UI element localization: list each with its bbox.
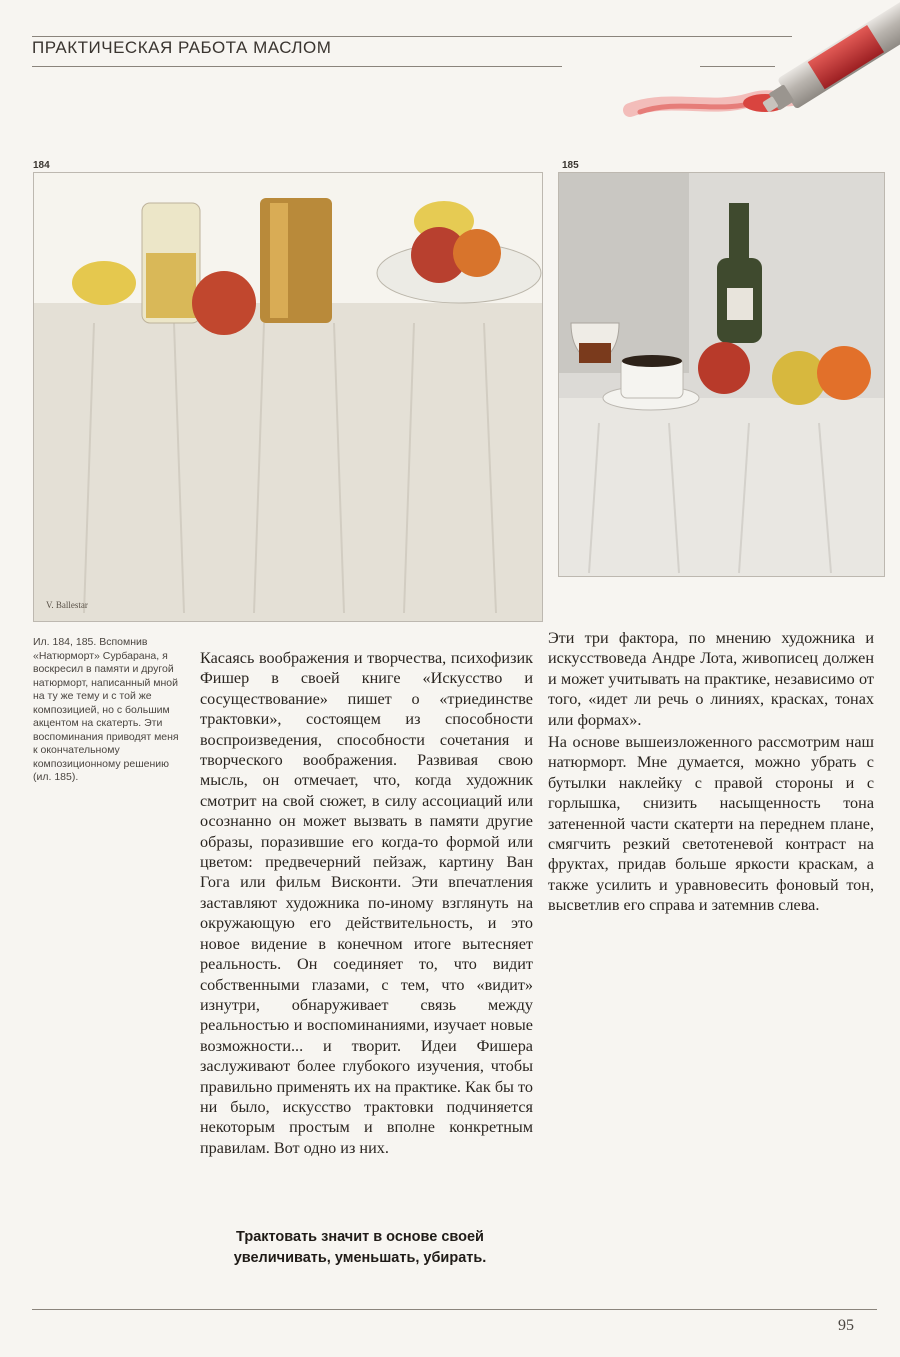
figure-caption: Ил. 184, 185. Вспомнив «Натюрморт» Сурбарана, я воскресил в памяти и другой натюрморт, написанный мной на ту же тему и с той же композицией, но с большим акцентом на скатерть. Эти воспоминания приводят меня к окончательному композиционному решению (ил. 185). — [33, 636, 179, 783]
highlighted-rule: Трактовать значит в основе своей увеличивать, уменьшать, убирать. — [233, 1229, 487, 1266]
text-column-middle — [200, 648, 533, 1158]
section-title: ПРАКТИЧЕСКАЯ РАБОТА МАСЛОМ — [32, 38, 332, 57]
figure-185-painting — [558, 172, 885, 577]
page-number: 95 — [838, 1317, 854, 1334]
body-paragraph: На основе вышеизложенного рассмотрим наш натюрморт. Мне думается, можно убрать с бутылки наклейку с правой стороны и с горлышка, снизить насыщенность тона затененной части скатерти на переднем плане, смягчить резкий светотеневой контраст на фруктах, придав больше яркости краскам, а также усилить и уравновесить фоновый тон, высветлив его справа и затемнив слева. — [548, 733, 874, 915]
painting-signature: V. Ballestar — [46, 600, 88, 610]
figure-184-number: 184 — [33, 160, 50, 171]
figure-184-painting — [33, 172, 543, 622]
footer-rule — [32, 1309, 877, 1310]
paint-tube-illustration — [600, 0, 900, 140]
figure-185-number: 185 — [562, 160, 579, 171]
text-column-right — [548, 628, 874, 916]
body-paragraph: Эти три фактора, по мнению художника и искусствоведа Андре Лота, живописец должен и может учитывать на практике, независимо от того, «идет ли речь о линиях, красках, тонах или формах». — [548, 629, 874, 729]
body-paragraph: Касаясь воображения и творчества, психофизик Фишер в своей книге «Искусство и сосуществование» пишет о «триединстве трактовки», состоящем из способности воспроизведения, способности сочетания и творческого воображения. Развивая свою мысль, он отмечает, что, когда художник смотрит на свой сюжет, в силу ассоциаций или осознанно он может вызвать в памяти другие образы, поразившие его когда-то формой или цветом: предвечерний пейзаж, картину Ван Гога или фильм Висконти. Эти впечатления заставляют художника по-иному взглянуть на окружающую его действительность, и это новое видение в конечном итоге вытесняет реальность. Он соединяет то, что видит собственными глазами, с тем, что «видит» изнутри, обнаруживает связь между реальностью и воспоминаниями, изучает новые возможности... и творит. Идеи Фишера заслуживают более глубокого изучения, чтобы правильно применять их на практике. Как бы то ни было, искусство трактовки подчиняется некоторым простым и вполне конкретным правилам. Вот одно из них. — [200, 649, 533, 1157]
header-rule-bottom — [32, 66, 562, 67]
